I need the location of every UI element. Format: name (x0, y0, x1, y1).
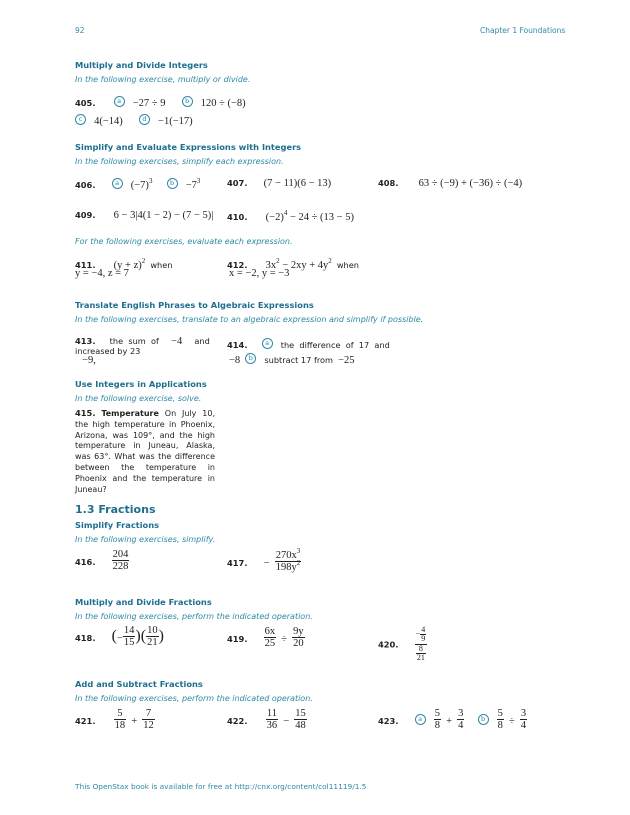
section-title: Translate English Phrases to Algebraic Expressions (75, 300, 314, 310)
right-paren: ) (158, 627, 164, 645)
denominator: 21 (147, 637, 158, 649)
exercise-405-cd (75, 109, 193, 128)
exponent: 3 (196, 177, 201, 185)
heading-text: Fractions (98, 503, 156, 516)
expression (130, 177, 153, 191)
fraction (146, 625, 159, 648)
numerator: 14 (123, 625, 135, 636)
fraction (123, 625, 136, 648)
when-text: when (336, 260, 359, 270)
label-b: b (245, 353, 256, 364)
exercise-408 (378, 171, 522, 190)
exponent: 3 (296, 547, 301, 555)
sign: − (415, 629, 421, 639)
label-b: b (167, 178, 178, 189)
denominator: 8 (434, 720, 441, 732)
sign: − (117, 633, 123, 645)
term: 3x (265, 260, 277, 271)
complex-denominator (415, 644, 428, 663)
label-b: b (478, 714, 489, 725)
fraction (112, 549, 130, 572)
denominator: 20 (293, 638, 304, 650)
exercise-number: 420. (378, 639, 399, 650)
numerator: 11 (266, 708, 277, 719)
expression: (7 − 11)(6 − 13) (263, 178, 332, 189)
base: −7 (185, 180, 197, 191)
expression: −27 ÷ 9 (132, 98, 166, 109)
numerator: 3 (458, 708, 464, 719)
denominator: 4 (458, 720, 464, 732)
fraction (420, 626, 426, 644)
label-a: a (415, 714, 426, 725)
exponent: 2 (276, 257, 280, 265)
fraction (520, 708, 527, 731)
exercise-number: 423. (378, 716, 399, 727)
denominator: 18 (114, 720, 126, 732)
exercise-410 (227, 205, 354, 224)
fraction (416, 645, 426, 663)
exercise-number: 410. (227, 212, 248, 222)
instruction: In the following exercises, simplify each expression. (75, 157, 284, 166)
variable-values: y = −4, z = 7 (75, 268, 129, 279)
denominator: 8 (497, 720, 503, 732)
numerator: 10 (147, 625, 158, 636)
expression: 6 − 3|4(1 − 2) − (7 − 5)| (113, 210, 214, 221)
fraction (266, 708, 279, 731)
chapter-section-heading (75, 503, 156, 516)
value: −25 (338, 355, 355, 366)
sign: − (263, 558, 270, 570)
operator: − (283, 716, 290, 728)
exercise-number: 409. (75, 210, 96, 220)
exercise-422 (227, 708, 307, 731)
denominator: 48 (295, 720, 306, 732)
exercise-number: 411. (75, 260, 96, 270)
exercise-number: 412. (227, 260, 248, 270)
exercise-number: 416. (75, 557, 96, 568)
numerator-base: 270x (275, 550, 297, 561)
operator: + (131, 716, 138, 728)
denominator: 4 (520, 720, 527, 732)
denominator: 21 (416, 653, 425, 663)
numerator: 6x (264, 626, 276, 637)
exercise-number: 405. (75, 98, 96, 108)
value: −8 (229, 355, 241, 366)
when-text: when (150, 260, 173, 270)
exponent: 2 (141, 257, 146, 265)
section-title: Simplify and Evaluate Expressions with Integers (75, 142, 302, 152)
exercise-417 (227, 547, 301, 574)
exercise-416 (75, 549, 129, 572)
value: −4 (171, 336, 183, 347)
exponent: 2 (328, 257, 332, 265)
variable-values: x = −2, y = −3 (229, 268, 290, 279)
instruction: In the following exercises, translate to an algebraic expression and simplify if possible. (75, 315, 424, 324)
text: increased by 23 (75, 346, 141, 356)
fraction (264, 626, 277, 649)
section-title: Add and Subtract Fractions (75, 679, 203, 689)
label-b: b (182, 96, 193, 107)
numerator: 9y (293, 626, 304, 637)
label-a: a (114, 96, 125, 107)
numerator: 5 (434, 708, 441, 719)
exponent: 3 (148, 177, 153, 185)
exercise-421 (75, 708, 155, 731)
expression (185, 177, 201, 191)
exercise-number: 417. (227, 558, 248, 569)
text: and (194, 336, 210, 346)
instruction: In the following exercise, multiply or divide. (75, 75, 251, 84)
exercise-415 (75, 408, 215, 495)
exercise-number: 418. (75, 633, 96, 644)
instruction: In the following exercises, perform the indicated operation. (75, 612, 313, 621)
label-d: d (139, 114, 150, 125)
footer-text: This OpenStax book is available for free at http://cnx.org/content/col11119/1.5 (75, 782, 367, 791)
exercise-409 (75, 203, 213, 222)
exercise-405 (75, 91, 246, 110)
numerator: 204 (112, 549, 129, 560)
complex-fraction (415, 626, 428, 663)
exercise-number: 413. (75, 336, 96, 346)
fraction (497, 708, 504, 731)
text: subtract 17 from (264, 355, 333, 365)
text: the sum of (109, 336, 159, 346)
exercise-414-line2 (229, 348, 355, 367)
exercise-number: 419. (227, 634, 248, 645)
denominator (275, 561, 302, 573)
section-title: Multiply and Divide Integers (75, 60, 208, 70)
exercise-423 (378, 708, 527, 731)
expression (265, 209, 354, 223)
heading-number: 1.3 (75, 503, 95, 516)
label-a: a (112, 178, 123, 189)
exercise-number: 422. (227, 716, 248, 727)
denominator: 9 (421, 634, 426, 644)
expression: 4(−14) (94, 116, 123, 127)
exponent: 4 (283, 209, 288, 217)
fraction (457, 708, 464, 731)
denominator: 12 (143, 720, 154, 732)
numerator: 8 (418, 643, 423, 653)
text: the difference of 17 and (280, 340, 390, 350)
numerator: 5 (497, 708, 503, 719)
lead-term: Temperature (101, 409, 159, 418)
instruction: In the following exercises, perform the indicated operation. (75, 694, 313, 703)
left-paren: ( (111, 627, 117, 645)
instruction: For the following exercises, evaluate each expression. (75, 237, 293, 246)
chapter-title: Chapter 1 Foundations (480, 26, 566, 35)
remainder: − 24 ÷ (13 − 5) (287, 212, 354, 223)
denominator-base: 198y (275, 562, 297, 574)
denominator: 15 (123, 637, 135, 649)
problem-text: On July 10, the high temperature in Phoenix, Arizona, was 109°, and the high temperature in Juneau, Alaska, was 63°. What was the difference between the temperature in Phoenix and the temperature in Juneau? (75, 409, 215, 494)
numerator: 5 (117, 708, 123, 719)
section-title: Simplify Fractions (75, 520, 160, 530)
label-a: a (262, 338, 273, 349)
right-paren: ) (135, 627, 141, 645)
base: (−2) (265, 212, 284, 223)
label-c: c (75, 114, 86, 125)
denominator: 25 (264, 638, 276, 650)
instruction: In the following exercise, solve. (75, 394, 202, 403)
exercise-number: 421. (75, 716, 96, 727)
term: − 2xy + 4y (279, 260, 329, 271)
operator: ÷ (281, 634, 288, 646)
exercise-number: 407. (227, 178, 248, 188)
fraction (292, 626, 305, 649)
fraction (434, 708, 441, 731)
fraction (294, 708, 307, 731)
base: (y + z) (113, 260, 142, 271)
left-paren: ( (140, 627, 147, 645)
exercise-406 (75, 173, 200, 192)
numerator: 4 (421, 625, 426, 634)
fraction (275, 547, 302, 574)
fraction (114, 708, 127, 731)
exercise-407 (227, 171, 331, 190)
denominator: 228 (112, 561, 129, 573)
exponent: 2 (296, 559, 301, 568)
section-title: Use Integers in Applications (75, 379, 207, 389)
exercise-number: 408. (378, 178, 399, 188)
operator: ÷ (509, 716, 515, 728)
exercise-number: 406. (75, 180, 96, 190)
operator: + (446, 716, 453, 728)
numerator: 7 (145, 708, 152, 719)
expression: 63 ÷ (−9) + (−36) ÷ (−4) (418, 178, 523, 189)
numerator: 3 (520, 708, 527, 719)
exercise-420 (378, 626, 427, 663)
exercise-419 (227, 626, 305, 649)
fraction (142, 708, 155, 731)
exercise-number: 414. (227, 340, 248, 350)
expression: −1(−17) (158, 116, 193, 127)
exercise-number: 415. (75, 408, 96, 418)
page-number: 92 (75, 26, 85, 35)
numerator: 15 (295, 708, 306, 719)
instruction: In the following exercises, simplify. (75, 535, 216, 544)
expression: 120 ÷ (−8) (200, 98, 246, 109)
base: (−7) (130, 180, 149, 191)
section-title: Multiply and Divide Fractions (75, 597, 212, 607)
value: −9, (82, 355, 96, 366)
complex-numerator (415, 626, 428, 644)
denominator: 36 (266, 720, 278, 732)
exercise-418 (75, 625, 164, 648)
